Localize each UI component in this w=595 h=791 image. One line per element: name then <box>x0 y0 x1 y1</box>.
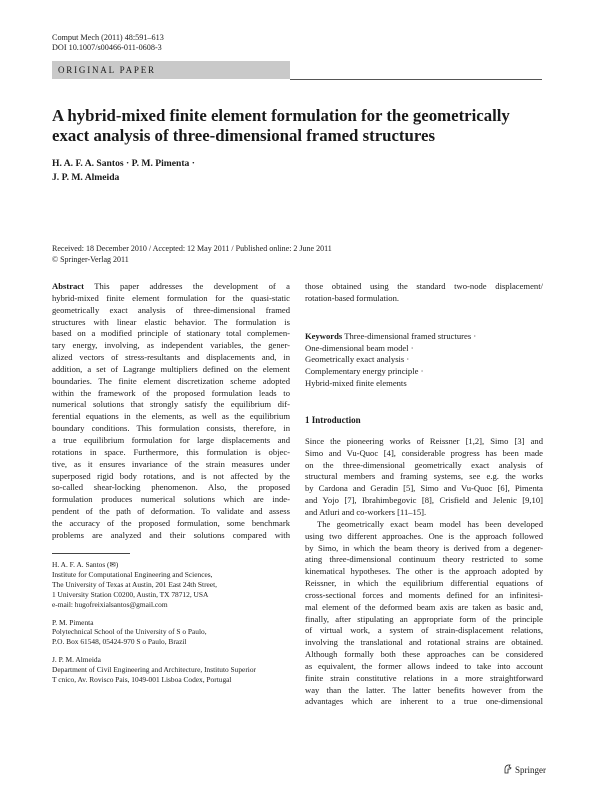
text-line: addition, a set of Lagrange multipliers defined on the element <box>52 363 290 374</box>
text-line: alized vectors of stress-resultants and displacements and, in <box>52 352 290 363</box>
affiliation-almeida <box>52 655 290 685</box>
text-line: boundaries. The finite element discretization scheme adopted <box>52 375 290 386</box>
run-in-heading: Abstract <box>52 281 84 291</box>
title-line: exact analysis of three-dimensional framed structures <box>52 126 435 145</box>
text-line: mal element of the deformed beam axis are taken as basic and, <box>305 601 543 612</box>
banner-rule <box>290 79 542 80</box>
text-line: One-dimensional beam model · <box>305 342 414 353</box>
doi: DOI 10.1007/s00466-011-0608-3 <box>52 43 162 52</box>
text-line: boundary conditions. This formulation consists, therefore, in <box>52 423 290 434</box>
springer-horse-icon <box>503 764 512 774</box>
text-line: of virtual work, a system of strain-displacement relations, <box>305 625 543 636</box>
text-line: advantages which are inherent to a true one-dimensional <box>305 696 543 707</box>
affiliation-line: e-mail: hugofreixialsantos@gmail.com <box>52 599 168 609</box>
text-line: pendent of the path of deformation. To validate and assess <box>52 506 290 517</box>
footnote-rule <box>52 553 130 554</box>
text-line: Since the pioneering works of Reissner [1,2], Simo [3] and <box>305 435 543 446</box>
publication-history <box>52 244 332 265</box>
copyright: © Springer-Verlag 2011 <box>52 254 129 264</box>
text-line: finally, after stipulating an appropriate form of the principle <box>305 613 543 624</box>
text-line: way than the latter. The latter benefits however from the <box>305 684 543 695</box>
text-line: Geometrically exact analysis · <box>305 354 410 365</box>
journal-citation: Comput Mech (2011) 48:591–613 <box>52 33 164 42</box>
affiliation-line: P.O. Box 61548, 05424-970 S o Paulo, Brazil <box>52 637 187 647</box>
text-line: on the three-dimensional geometrically exact analysis of <box>305 459 543 470</box>
text-line: structures with linear elastic behavior. The formulation is <box>52 316 290 327</box>
text-line: by Simo, in which the beam theory is derived from a degener- <box>305 542 543 553</box>
journal-header <box>52 33 164 53</box>
text-line: problems are analyzed and their solutions compared with <box>52 529 290 540</box>
text-line: rotations in space. Furthermore, this formulation is objec- <box>52 446 290 457</box>
text-line: Hybrid-mixed finite elements <box>305 378 407 389</box>
text-line: finite strain constitutive relations in a more straightforward <box>305 672 543 683</box>
text-line: as equivalent, the former allows indeed to take into account <box>305 660 543 671</box>
text-line: Reissner, in which the equilibrium differential equations of <box>305 578 543 589</box>
abstract <box>52 281 290 542</box>
text-line: kinematical hypotheses. The other is the approach adopted by <box>305 566 543 577</box>
author-line: H. A. F. A. Santos · P. M. Pimenta · <box>52 158 195 169</box>
text-line: superposed rigid body rotations, and is not affected by the <box>52 470 290 481</box>
text-line: tive, as it ensures invariance of the strain measures under <box>52 458 290 469</box>
text-line: ferential equations in the elements, as well as the equilibrium <box>52 411 290 422</box>
title-line: A hybrid-mixed finite element formulation for the geometrically <box>52 106 510 125</box>
right-column <box>305 281 543 708</box>
text-line: structural members and framing systems, see e.g. the works <box>305 471 543 482</box>
text-line: those obtained using the standard two-node displacement/ <box>305 281 543 291</box>
affiliation-line: J. P. M. Almeida <box>52 655 101 665</box>
affiliation-line: Institute for Computational Engineering and Sciences, <box>52 569 213 579</box>
affiliation-line: H. A. F. A. Santos (✉) <box>52 560 119 569</box>
text-line: rotation-based formulation. <box>305 292 400 303</box>
text-line: Although formally both these approaches can be considered <box>305 649 543 660</box>
author-line: J. P. M. Almeida <box>52 172 120 183</box>
article-type-label: ORIGINAL PAPER <box>58 65 156 75</box>
text-line: numerical solutions that strongly satisfy the equilibrium dif- <box>52 399 290 410</box>
affiliation-line: The University of Texas at Austin, 201 East 24th Street, <box>52 579 217 589</box>
text-line: ating three-dimensional continuum theory restricted to some <box>305 554 543 565</box>
text-line: hybrid-mixed finite element formulation for the quasi-static <box>52 292 290 303</box>
text-line: the accuracy of the proposed formulation, some benchmark <box>52 517 290 528</box>
run-in-heading: Keywords <box>305 330 343 341</box>
text-line: and Yojo [7], Ibrahimbegovic [8], Crisfield and Jelenic [9,10] <box>305 495 543 506</box>
text-line: geometrically exact analysis of three-dimensional framed <box>52 304 290 315</box>
text-line: cross-sectional forces and moments defined for an infinitesi- <box>305 589 543 600</box>
publisher-mark <box>503 764 546 776</box>
text-line: Simo and Vu-Quoc [4], considerable progress has been made <box>305 447 543 458</box>
affiliation-line: Department of Civil Engineering and Architecture, Instituto Superior <box>52 665 257 675</box>
abstract-continuation <box>305 281 543 305</box>
text-line: and Atluri and co-workers [11–15]. <box>305 506 427 517</box>
author-affiliations <box>52 560 290 693</box>
received-dates: Received: 18 December 2010 / Accepted: 12 May 2011 / Published online: 2 June 2011 <box>52 244 332 253</box>
text-line: using two different approaches. One is the approach followed <box>305 530 543 541</box>
publisher-name: Springer <box>515 765 546 775</box>
text-line: based on a modified principle of stationary total complemen- <box>52 328 290 339</box>
affiliation-pimenta <box>52 618 290 648</box>
affiliation-line: P. M. Pimenta <box>52 617 94 627</box>
author-list <box>52 157 195 185</box>
text-line: tary energy, involving, as independent variables, the gener- <box>52 340 290 351</box>
text-line: Keywords Three-dimensional framed structures · <box>305 330 477 341</box>
text-line: formulation produces numerical solutions which are inde- <box>52 494 290 505</box>
text-line: a true equilibrium formulation for large displacements and <box>52 434 290 445</box>
text-line: Complementary energy principle · <box>305 366 424 377</box>
affiliation-line: 1 University Station C0200, Austin, TX 78712, USA <box>52 589 209 599</box>
text-line: by Cardona and Geradin [5], Simo and Vu-Quoc [6], Pimenta <box>305 483 543 494</box>
text-line: The geometrically exact beam model has been developed <box>317 518 543 529</box>
section-heading: 1 Introduction <box>305 414 361 425</box>
intro-paragraph <box>305 436 543 519</box>
affiliation-line: Polytechnical School of the University of S o Paulo, <box>52 627 207 637</box>
left-column <box>52 281 290 542</box>
intro-paragraph <box>305 519 543 709</box>
text-line: Abstract This paper addresses the development of a <box>52 281 290 291</box>
text-line: so-called shear-locking phenomenon. Also, the proposed <box>52 482 290 493</box>
paper-title <box>52 106 542 146</box>
text-line: within the framework of the proposed formulation leads to <box>52 387 290 398</box>
affiliation-santos <box>52 560 290 610</box>
text-line: involving the translational and rotational strains are obtained. <box>305 637 543 648</box>
keywords <box>305 331 543 390</box>
affiliation-line: T cnico, Av. Rovisco Pais, 1049-001 Lisboa Codex, Portugal <box>52 675 232 685</box>
